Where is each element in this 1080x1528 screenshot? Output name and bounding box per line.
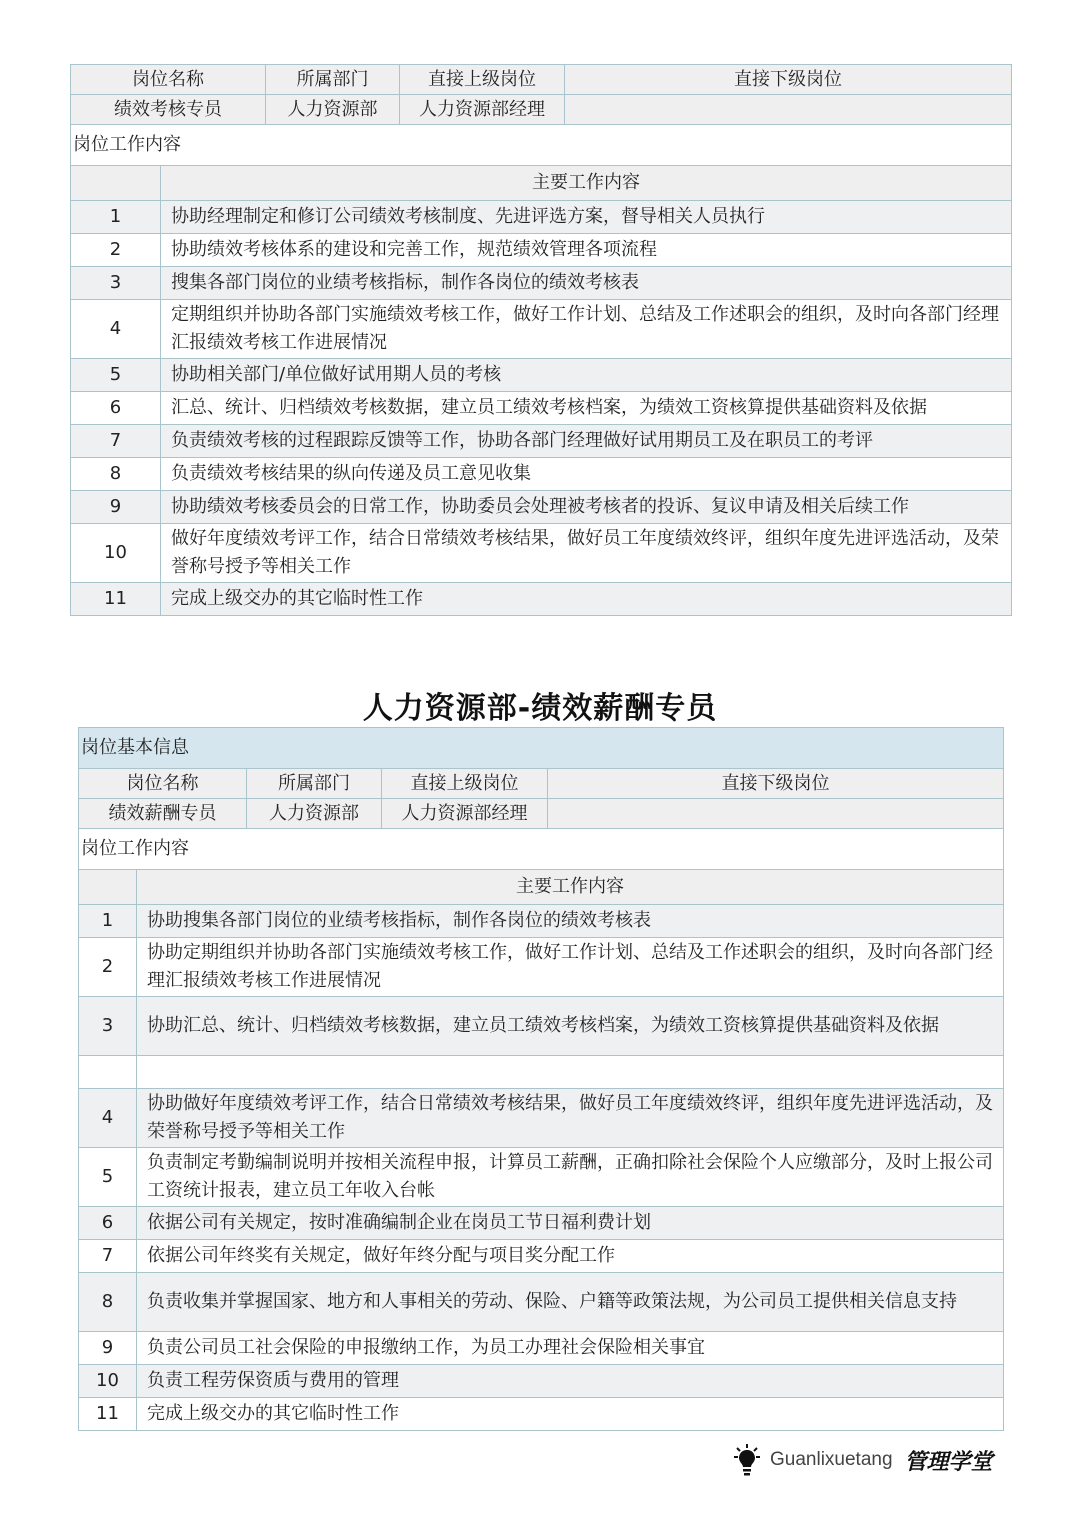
- row-content: 负责绩效考核结果的纵向传递及员工意见收集: [161, 458, 1012, 491]
- job1-content-header-row: [71, 166, 1012, 201]
- row-number: 3: [79, 997, 137, 1056]
- job2-content-header-row: [79, 870, 1004, 905]
- job2-value-superior: 人力资源部经理: [382, 799, 548, 829]
- table-row: [71, 583, 1012, 616]
- row-number: 7: [79, 1240, 137, 1273]
- job1-section-row: [71, 125, 1012, 166]
- job2-title: 人力资源部-绩效薪酬专员: [362, 691, 718, 726]
- job2-no-header: [79, 870, 137, 905]
- job2-header-superior: 直接上级岗位: [382, 769, 548, 799]
- table-row: [71, 201, 1012, 234]
- table-row: [71, 300, 1012, 359]
- row-number: 8: [79, 1273, 137, 1332]
- job2-section-content: 岗位工作内容: [79, 829, 1004, 870]
- job1-no-header: [71, 166, 161, 201]
- job2-table: [78, 727, 1004, 1431]
- row-number: [79, 1056, 137, 1089]
- row-number: 10: [71, 524, 161, 583]
- row-content: 依据公司年终奖有关规定，做好年终分配与项目奖分配工作: [137, 1240, 1004, 1273]
- job2-value-subordinate: [548, 799, 1004, 829]
- job2-section-row: [79, 829, 1004, 870]
- brand-footer: [734, 1440, 993, 1480]
- table-row: [71, 491, 1012, 524]
- row-number: 2: [79, 938, 137, 997]
- row-content: 协助相关部门/单位做好试用期人员的考核: [161, 359, 1012, 392]
- row-content: 负责收集并掌握国家、地方和人事相关的劳动、保险、户籍等政策法规，为公司员工提供相关信息支持: [137, 1273, 1004, 1332]
- row-content: 负责工程劳保资质与费用的管理: [137, 1365, 1004, 1398]
- row-number: 10: [79, 1365, 137, 1398]
- row-number: 1: [71, 201, 161, 234]
- job2-header-name: 岗位名称: [79, 769, 247, 799]
- job1-header-name: 岗位名称: [71, 65, 266, 95]
- job1-content-header: 主要工作内容: [161, 166, 1012, 201]
- table-row: [79, 1398, 1004, 1431]
- job2-content-header: 主要工作内容: [137, 870, 1004, 905]
- table-row: [79, 1273, 1004, 1332]
- row-number: 9: [79, 1332, 137, 1365]
- row-number: 4: [79, 1089, 137, 1148]
- row-content: 做好年度绩效考评工作，结合日常绩效考核结果，做好员工年度绩效终评，组织年度先进评选活动，及荣誉称号授予等相关工作: [161, 524, 1012, 583]
- table-row: [79, 905, 1004, 938]
- row-number: 1: [79, 905, 137, 938]
- table-row: [79, 997, 1004, 1056]
- table-row: [71, 392, 1012, 425]
- lightbulb-icon: [734, 1443, 760, 1477]
- job2-value-name: 绩效薪酬专员: [79, 799, 247, 829]
- row-number: 2: [71, 234, 161, 267]
- row-number: 8: [71, 458, 161, 491]
- row-content: 依据公司有关规定，按时准确编制企业在岗员工节日福利费计划: [137, 1207, 1004, 1240]
- row-content: 完成上级交办的其它临时性工作: [161, 583, 1012, 616]
- job2-header-subordinate: 直接下级岗位: [548, 769, 1004, 799]
- table-row: [79, 1089, 1004, 1148]
- row-content: 完成上级交办的其它临时性工作: [137, 1398, 1004, 1431]
- job1-value-superior: 人力资源部经理: [400, 95, 565, 125]
- row-content: 协助绩效考核委员会的日常工作，协助委员会处理被考核者的投诉、复议申请及相关后续工作: [161, 491, 1012, 524]
- row-content: 协助汇总、统计、归档绩效考核数据，建立员工绩效考核档案，为绩效工资核算提供基础资料及依据: [137, 997, 1004, 1056]
- brand-name-cn: 管理学堂: [904, 1448, 993, 1475]
- job1-table: [70, 64, 1012, 616]
- row-content: 协助绩效考核体系的建设和完善工作，规范绩效管理各项流程: [161, 234, 1012, 267]
- row-content: 协助经理制定和修订公司绩效考核制度、先进评选方案，督导相关人员执行: [161, 201, 1012, 234]
- row-content: 搜集各部门岗位的业绩考核指标，制作各岗位的绩效考核表: [161, 267, 1012, 300]
- table-row: [71, 234, 1012, 267]
- job1-header-subordinate: 直接下级岗位: [565, 65, 1012, 95]
- table-row: [79, 1056, 1004, 1089]
- job1-value-dept: 人力资源部: [266, 95, 400, 125]
- job1-value-name: 绩效考核专员: [71, 95, 266, 125]
- table-row: [71, 425, 1012, 458]
- table-row: [79, 1332, 1004, 1365]
- job2-section-basic-row: [79, 728, 1004, 769]
- job1-header-superior: 直接上级岗位: [400, 65, 565, 95]
- row-content: [137, 1056, 1004, 1089]
- table-row: [79, 1240, 1004, 1273]
- table-row: [79, 1148, 1004, 1207]
- table-row: [79, 938, 1004, 997]
- job2-value-dept: 人力资源部: [247, 799, 382, 829]
- table-row: [79, 1207, 1004, 1240]
- table-row: [71, 458, 1012, 491]
- row-content: 协助做好年度绩效考评工作，结合日常绩效考核结果，做好员工年度绩效终评，组织年度先进评选活动，及荣誉称号授予等相关工作: [137, 1089, 1004, 1148]
- row-number: 3: [71, 267, 161, 300]
- row-content: 负责制定考勤编制说明并按相关流程申报，计算员工薪酬，正确扣除社会保险个人应缴部分，及时上报公司工资统计报表，建立员工年收入台帐: [137, 1148, 1004, 1207]
- row-content: 负责公司员工社会保险的申报缴纳工作，为员工办理社会保险相关事宜: [137, 1332, 1004, 1365]
- row-number: 6: [79, 1207, 137, 1240]
- table-row: [79, 1365, 1004, 1398]
- row-number: 9: [71, 491, 161, 524]
- table-row: [71, 359, 1012, 392]
- row-number: 5: [79, 1148, 137, 1207]
- job1-header-dept: 所属部门: [266, 65, 400, 95]
- table-row: [71, 267, 1012, 300]
- row-content: 负责绩效考核的过程跟踪反馈等工作，协助各部门经理做好试用期员工及在职员工的考评: [161, 425, 1012, 458]
- job2-basic-value-row: [79, 799, 1004, 829]
- job1-value-subordinate: [565, 95, 1012, 125]
- row-number: 5: [71, 359, 161, 392]
- row-content: 定期组织并协助各部门实施绩效考核工作，做好工作计划、总结及工作述职会的组织，及时向各部门经理汇报绩效考核工作进展情况: [161, 300, 1012, 359]
- job1-section-content: 岗位工作内容: [71, 125, 1012, 166]
- table-row: [71, 524, 1012, 583]
- job2-header-dept: 所属部门: [247, 769, 382, 799]
- row-content: 协助搜集各部门岗位的业绩考核指标，制作各岗位的绩效考核表: [137, 905, 1004, 938]
- row-number: 7: [71, 425, 161, 458]
- row-number: 11: [71, 583, 161, 616]
- job2-section-basic: 岗位基本信息: [79, 728, 1004, 769]
- job1-basic-value-row: [71, 95, 1012, 125]
- row-number: 4: [71, 300, 161, 359]
- job1-basic-header-row: [71, 65, 1012, 95]
- row-number: 11: [79, 1398, 137, 1431]
- row-content: 协助定期组织并协助各部门实施绩效考核工作，做好工作计划、总结及工作述职会的组织，及时向各部门经理汇报绩效考核工作进展情况: [137, 938, 1004, 997]
- job2-basic-header-row: [79, 769, 1004, 799]
- row-number: 6: [71, 392, 161, 425]
- brand-name-en: Guanlixuetang: [770, 1449, 893, 1470]
- row-content: 汇总、统计、归档绩效考核数据，建立员工绩效考核档案，为绩效工资核算提供基础资料及依据: [161, 392, 1012, 425]
